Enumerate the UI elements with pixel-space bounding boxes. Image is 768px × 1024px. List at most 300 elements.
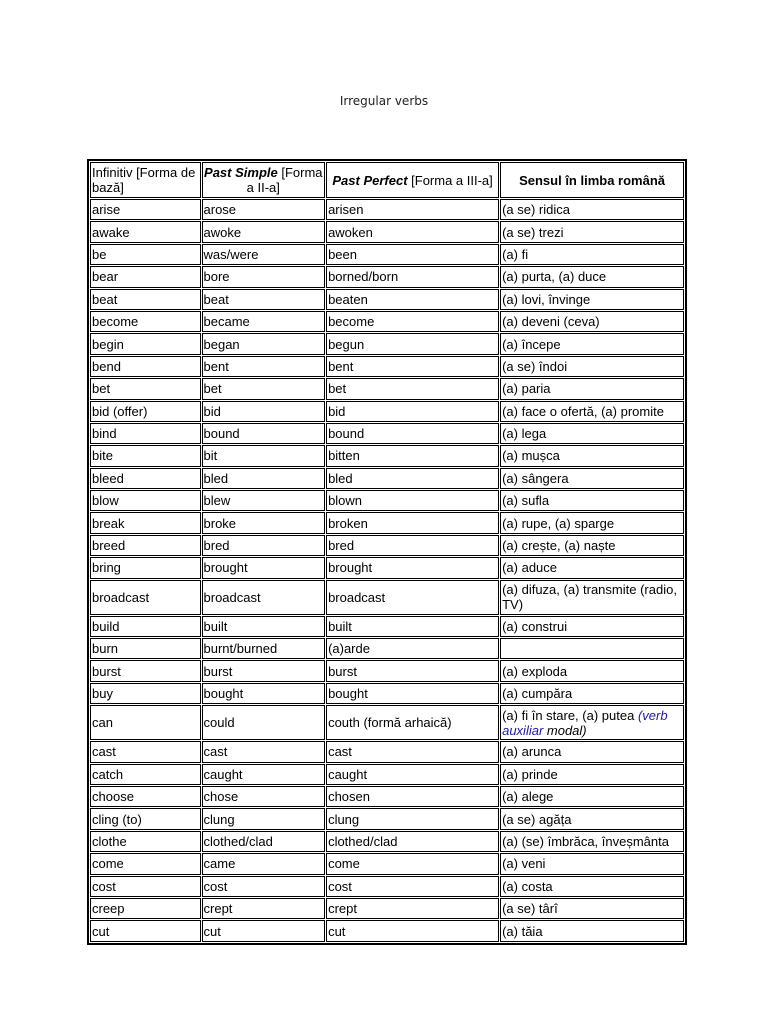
cell-past-simple-text: cut [203,923,221,939]
cell-romanian [500,244,684,265]
cell-infinitive-text: bid (offer) [92,403,148,419]
cell-past-simple-text: clung [203,811,235,827]
cell-past-simple [202,266,326,287]
header-past-simple-label: Past Simple [204,165,278,180]
cell-past-perfect-text: bled [328,470,353,486]
table-row [90,616,684,637]
cell-past-simple-text: burnt/burned [203,641,278,657]
cell-romanian-text: (a) prinde [502,766,558,782]
header-past-perfect-label: Past Perfect [332,172,408,188]
cell-past-perfect [326,401,499,422]
cell-past-perfect [326,266,499,287]
cell-romanian [500,705,684,740]
cell-past-perfect [326,683,499,704]
cell-past-simple-text: bought [203,686,244,701]
cell-past-simple-text: came [203,856,236,872]
cell-past-perfect-text: built [328,618,352,634]
cell-past-simple-text: bent [203,358,229,374]
header-past-perfect [326,162,499,198]
cell-infinitive [90,920,201,941]
cell-past-simple [202,898,326,919]
cell-infinitive-text: cost [92,878,116,894]
cell-romanian-text: (a) purta, (a) duce [502,269,607,285]
cell-past-perfect [326,876,499,897]
cell-romanian-text: (a) exploda [502,663,568,679]
cell-past-simple-text: bid [203,403,221,419]
cell-infinitive-text: breed [92,538,126,554]
cell-past-perfect-text: broken [328,515,368,531]
cell-infinitive-text: awake [92,224,130,240]
cell-infinitive [90,468,201,489]
cell-past-perfect-text: caught [328,766,368,782]
cell-infinitive-text: come [92,856,124,872]
cell-infinitive [90,445,201,466]
cell-past-simple [202,333,326,354]
cell-past-simple [202,741,326,762]
cell-past-perfect-text: bet [328,381,347,397]
cell-infinitive-text: burst [92,663,121,679]
cell-romanian-text: (a se) ridica [502,202,571,218]
cell-romanian-text: (a) cumpăra [502,686,573,701]
cell-past-perfect-text: bred [328,538,355,554]
cell-infinitive [90,333,201,354]
table-row [90,557,684,578]
cell-past-perfect [326,557,499,578]
cell-past-simple-text: bled [203,470,229,486]
cell-romanian-note: (verb auxiliar [502,707,668,738]
cell-romanian [500,920,684,941]
cell-past-simple [202,468,326,489]
cell-infinitive-text: become [92,314,139,330]
cell-past-perfect-text: bought [328,686,368,701]
cell-infinitive-text: bring [92,560,121,576]
cell-past-perfect-text: bid [328,403,346,419]
cell-past-perfect [326,468,499,489]
cell-past-simple-text: cost [203,878,228,894]
cell-past-perfect-text: cost [328,878,352,894]
table-row [90,580,684,615]
cell-infinitive-text: cling (to) [92,811,142,827]
cell-infinitive [90,580,201,615]
cell-past-simple-text: built [203,618,228,634]
cell-past-simple [202,831,326,852]
cell-past-perfect [326,423,499,444]
cell-past-perfect [326,660,499,681]
cell-romanian-text: (a) deveni (ceva) [502,314,600,330]
cell-infinitive [90,853,201,874]
cell-past-perfect [326,808,499,829]
cell-past-simple-text: could [203,715,235,731]
table-row [90,468,684,489]
table-row [90,876,684,897]
cell-past-simple-text: broke [203,515,237,531]
table-row [90,221,684,242]
cell-past-simple [202,311,326,332]
cell-infinitive [90,741,201,762]
cell-romanian [500,445,684,466]
cell-romanian [500,401,684,422]
cell-infinitive-text: break [92,515,125,531]
cell-infinitive [90,557,201,578]
cell-infinitive-text: choose [92,789,134,805]
cell-romanian-text: (a) face o ofertă, (a) promite [502,403,664,419]
cell-past-perfect-text: broadcast [328,589,386,605]
cell-past-simple [202,876,326,897]
table-row [90,831,684,852]
cell-romanian [500,638,684,659]
cell-romanian-text: (a) construi [502,618,568,634]
cell-past-perfect [326,616,499,637]
cell-romanian-text: (a) fi [502,246,529,262]
cell-romanian-text: (a) sufla [502,493,550,509]
cell-infinitive-text: can [92,715,113,731]
cell-past-perfect [326,199,499,220]
cell-past-simple-text: clothed/clad [203,833,273,849]
cell-infinitive-text: bite [92,448,113,464]
header-past-simple-note: [Forma a II-a] [246,165,323,195]
cell-past-simple-text: cast [203,744,228,760]
cell-romanian-text: (a) lega [502,426,547,442]
cell-romanian [500,333,684,354]
cell-past-perfect [326,311,499,332]
cell-past-simple [202,445,326,466]
table-row [90,808,684,829]
cell-past-perfect [326,580,499,615]
cell-romanian [500,199,684,220]
cell-infinitive-text: bear [92,269,119,285]
cell-infinitive [90,535,201,556]
cell-past-simple [202,786,326,807]
table-row [90,445,684,466]
cell-past-perfect [326,535,499,556]
cell-romanian-text: (a) sângera [502,470,569,486]
cell-romanian [500,876,684,897]
cell-past-perfect-text: come [328,856,360,872]
cell-past-simple-text: bound [203,426,240,442]
cell-romanian-text: (a) rupe, (a) sparge [502,515,615,531]
cell-romanian [500,356,684,377]
cell-past-simple [202,808,326,829]
cell-infinitive [90,705,201,740]
cell-romanian [500,221,684,242]
cell-infinitive-text: broadcast [92,589,150,605]
document-title: Irregular verbs [339,94,429,108]
cell-infinitive-text: buy [92,686,113,701]
cell-past-simple [202,401,326,422]
cell-romanian [500,786,684,807]
cell-past-perfect [326,221,499,242]
table-row [90,311,684,332]
cell-romanian-text: (a) (se) îmbrăca, înveșmânta [502,833,669,849]
cell-past-perfect [326,356,499,377]
cell-infinitive-text: blow [92,493,119,509]
cell-romanian [500,557,684,578]
cell-romanian-note-tail: modal) [543,722,587,738]
cell-past-perfect-text: bitten [328,448,360,464]
cell-past-simple [202,535,326,556]
cell-past-simple [202,557,326,578]
cell-past-simple [202,490,326,511]
table-row [90,512,684,533]
cell-past-perfect-text: brought [328,560,373,576]
table-row [90,401,684,422]
cell-past-simple [202,853,326,874]
cell-infinitive-text: bend [92,358,121,374]
cell-infinitive [90,683,201,704]
cell-past-perfect-text: beaten [328,291,368,307]
table-header-row [90,162,684,198]
cell-past-perfect-text: cast [328,744,352,760]
cell-romanian [500,423,684,444]
cell-infinitive [90,660,201,681]
cell-past-simple [202,378,326,399]
cell-past-simple-text: burst [203,663,233,679]
table-row [90,490,684,511]
cell-past-simple [202,638,326,659]
cell-past-simple [202,683,326,704]
header-infinitive: Infinitiv [Forma de bază] [90,162,201,198]
cell-infinitive [90,423,201,444]
cell-past-simple [202,920,326,941]
cell-infinitive [90,289,201,310]
cell-romanian [500,741,684,762]
table-row [90,660,684,681]
cell-romanian [500,580,684,615]
cell-infinitive-text: cut [92,923,110,939]
cell-romanian-text: (a) aduce [502,560,558,576]
cell-romanian-text: (a) crește, (a) naște [502,538,616,554]
cell-past-simple-text: was/were [203,246,259,262]
cell-past-perfect-text: bent [328,358,354,374]
cell-romanian [500,490,684,511]
cell-romanian-text: (a) costa [502,878,553,894]
cell-past-perfect-text: couth (formă arhaică) [328,715,452,731]
header-past-simple [202,162,326,198]
cell-romanian-text: (a) fi în stare, (a) putea [502,707,635,723]
cell-past-simple [202,660,326,681]
header-past-perfect-note: [Forma a III-a] [407,172,493,188]
cell-infinitive [90,378,201,399]
cell-past-simple [202,512,326,533]
cell-infinitive [90,898,201,919]
cell-past-simple [202,244,326,265]
cell-past-perfect-text: cut [328,923,346,939]
cell-romanian [500,468,684,489]
cell-past-simple [202,705,326,740]
cell-past-perfect-text: chosen [328,789,370,805]
cell-romanian [500,311,684,332]
cell-past-perfect [326,445,499,466]
cell-past-perfect-text: been [328,246,357,262]
cell-infinitive [90,244,201,265]
cell-infinitive [90,266,201,287]
cell-infinitive [90,808,201,829]
cell-infinitive [90,764,201,785]
cell-past-perfect-text: blown [328,493,363,509]
cell-romanian-text: (a se) agăța [502,811,572,827]
cell-romanian-text: (a) veni [502,856,546,872]
cell-infinitive-text: begin [92,336,124,352]
table-row [90,853,684,874]
cell-infinitive-text: catch [92,766,124,782]
cell-past-simple-text: bore [203,269,230,285]
cell-romanian-text: (a) începe [502,336,561,352]
cell-infinitive [90,311,201,332]
cell-past-perfect [326,638,499,659]
cell-past-perfect [326,244,499,265]
cell-past-perfect-text: clung [328,811,360,827]
cell-infinitive [90,876,201,897]
table-row [90,333,684,354]
cell-past-perfect-text: borned/born [328,269,399,285]
cell-romanian [500,683,684,704]
cell-past-perfect [326,920,499,941]
cell-infinitive [90,512,201,533]
cell-romanian-text: (a) difuza, (a) transmite (radio, TV) [502,582,677,613]
table-row [90,705,684,740]
table-row [90,683,684,704]
cell-past-simple-text: caught [203,766,243,782]
cell-infinitive-text: arise [92,202,121,218]
cell-infinitive-text: beat [92,291,118,307]
cell-past-simple [202,764,326,785]
cell-romanian-text: (a) paria [502,381,551,397]
cell-infinitive-text: cast [92,744,116,760]
cell-past-perfect-text: clothed/clad [328,833,398,849]
table-row [90,786,684,807]
cell-past-perfect-text: crept [328,901,357,917]
cell-past-simple [202,356,326,377]
cell-infinitive [90,616,201,637]
cell-infinitive [90,490,201,511]
cell-romanian [500,289,684,310]
cell-past-simple-text: began [203,336,240,352]
cell-past-simple [202,616,326,637]
cell-infinitive-text: creep [92,901,125,917]
cell-romanian [500,808,684,829]
cell-romanian [500,764,684,785]
cell-infinitive-text: bind [92,426,117,442]
table-row [90,244,684,265]
cell-past-simple-text: bet [203,381,222,397]
cell-past-simple-text: brought [203,560,248,576]
table-row [90,638,684,659]
cell-past-perfect [326,333,499,354]
table-row [90,535,684,556]
cell-past-simple [202,289,326,310]
cell-past-simple [202,580,326,615]
cell-past-perfect [326,764,499,785]
cell-romanian [500,616,684,637]
irregular-verbs-table [87,159,687,945]
cell-past-perfect [326,490,499,511]
table-row [90,199,684,220]
cell-past-perfect [326,289,499,310]
cell-past-perfect [326,378,499,399]
cell-past-simple-text: became [203,314,250,330]
table-row [90,741,684,762]
cell-romanian [500,266,684,287]
cell-infinitive-text: bet [92,381,111,397]
cell-infinitive [90,638,201,659]
cell-past-perfect [326,898,499,919]
cell-romanian [500,660,684,681]
cell-romanian-text: (a) alege [502,789,554,805]
cell-past-perfect [326,705,499,740]
table-row [90,920,684,941]
cell-past-simple-text: bit [203,448,218,464]
table-row [90,356,684,377]
cell-infinitive [90,199,201,220]
cell-romanian [500,535,684,556]
cell-romanian [500,378,684,399]
table-row [90,266,684,287]
cell-infinitive [90,831,201,852]
cell-infinitive-text: bleed [92,470,124,486]
cell-past-simple [202,423,326,444]
cell-past-simple-text: chose [203,789,239,805]
cell-past-perfect-text: (a)arde [328,641,370,657]
cell-infinitive [90,221,201,242]
table-row [90,289,684,310]
table-row [90,764,684,785]
cell-romanian-text: (a se) trezi [502,224,564,240]
cell-past-perfect [326,512,499,533]
cell-past-perfect [326,853,499,874]
table-row [90,423,684,444]
cell-romanian [500,853,684,874]
cell-romanian-text: (a se) îndoi [502,358,568,374]
cell-infinitive-text: be [92,246,107,262]
cell-past-simple-text: blew [203,493,231,509]
cell-past-simple-text: crept [203,901,233,917]
cell-infinitive [90,786,201,807]
header-romanian-meaning: Sensul în limba română [500,162,684,198]
cell-past-perfect [326,741,499,762]
cell-past-perfect [326,831,499,852]
cell-romanian [500,898,684,919]
cell-past-perfect-text: arisen [328,202,364,218]
cell-past-perfect-text: awoken [328,224,373,240]
cell-infinitive-text: burn [92,641,119,657]
cell-romanian-text: (a) tăia [502,923,543,939]
cell-past-simple-text: bred [203,538,230,554]
cell-past-simple [202,199,326,220]
cell-romanian-text: (a se) târî [502,901,558,917]
cell-past-perfect-text: bound [328,426,365,442]
cell-romanian [500,831,684,852]
cell-past-simple-text: arose [203,202,237,218]
cell-romanian [500,512,684,533]
cell-past-perfect-text: burst [328,663,357,679]
cell-past-perfect-text: begun [328,336,365,352]
cell-infinitive [90,356,201,377]
cell-romanian-text: (a) arunca [502,744,562,760]
cell-infinitive [90,401,201,422]
table-row [90,378,684,399]
cell-past-simple-text: broadcast [203,589,261,605]
table-row [90,898,684,919]
cell-romanian-text: (a) mușca [502,448,560,464]
cell-infinitive-text: clothe [92,833,127,849]
cell-past-simple-text: beat [203,291,229,307]
cell-past-simple [202,221,326,242]
cell-past-perfect [326,786,499,807]
cell-past-perfect-text: become [328,314,375,330]
cell-romanian-text: (a) lovi, învinge [502,291,591,307]
cell-infinitive-text: build [92,618,120,634]
cell-past-simple-text: awoke [203,224,242,240]
